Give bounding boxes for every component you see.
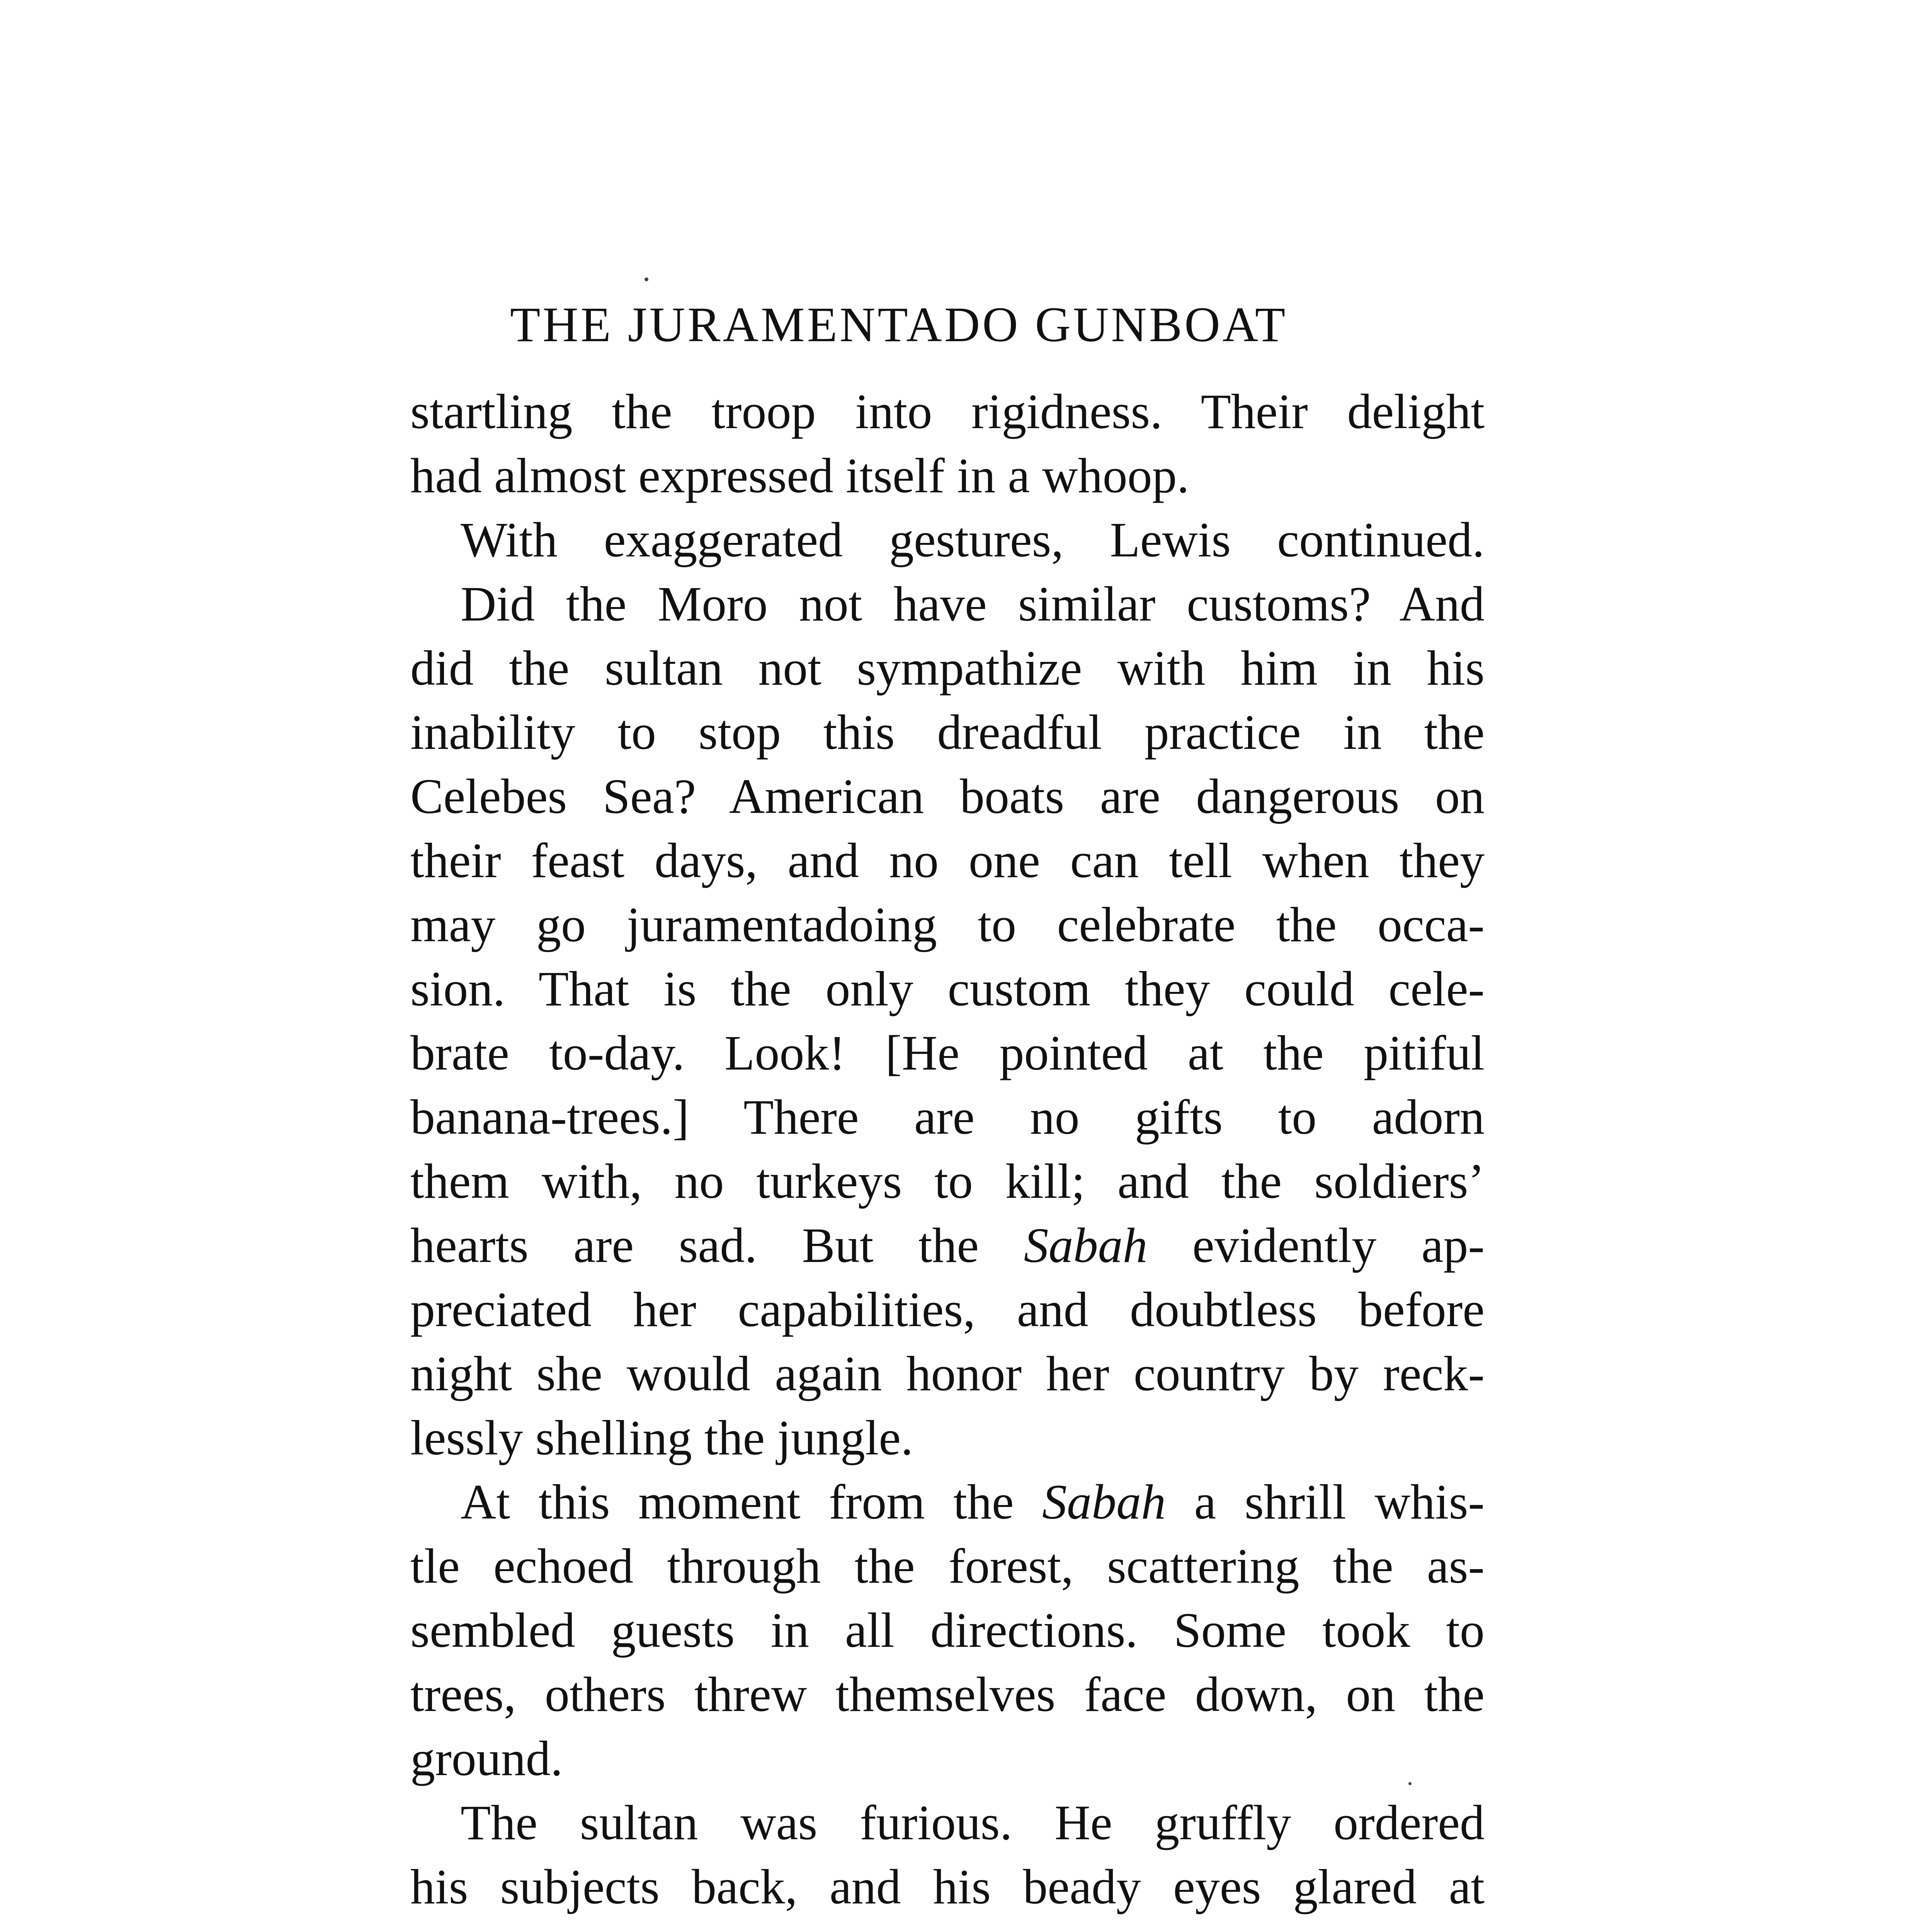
- text-line: had almost expressed itself in a whoop.: [410, 448, 1189, 503]
- text-line: did the sultan not sympathize with him in his: [410, 641, 1485, 696]
- text-line: their feast days, and no one can tell when they: [410, 833, 1485, 888]
- body-text: [410, 379, 1485, 1919]
- text-line: trees, others threw themselves face down, on the: [410, 1667, 1485, 1722]
- text-line: banana-trees.] There are no gifts to adorn: [410, 1090, 1485, 1145]
- text-line: inability to stop this dreadful practice in the: [410, 705, 1485, 760]
- text-line: preciated her capabilities, and doubtless before: [410, 1282, 1485, 1337]
- running-head: THE JURAMENTADO GUNBOAT: [510, 297, 1288, 352]
- text-line: sembled guests in all directions. Some took to: [410, 1603, 1485, 1658]
- text-line: night she would again honor her country by reck-: [410, 1346, 1485, 1401]
- text-line: brate to-day. Look! [He pointed at the pitiful: [410, 1026, 1485, 1080]
- text-line: With exaggerated gestures, Lewis continued.: [461, 512, 1485, 567]
- text-line: Did the Moro not have similar customs? And: [461, 577, 1485, 631]
- print-speck: [645, 277, 648, 281]
- print-speck: [1408, 1782, 1412, 1785]
- ship-name: Sabah: [1042, 1475, 1166, 1529]
- text-line: lessly shelling the jungle.: [410, 1410, 913, 1465]
- text-line: ground.: [410, 1731, 563, 1786]
- text-line: Celebes Sea? American boats are dangerous on: [410, 769, 1485, 824]
- text-line: his subjects back, and his beady eyes glared at: [410, 1859, 1485, 1914]
- text-line: At this moment from the Sabah a shrill whis-: [461, 1475, 1485, 1529]
- text-line: sion. That is the only custom they could cele-: [410, 961, 1485, 1016]
- text-line: tle echoed through the forest, scattering the as-: [410, 1539, 1485, 1594]
- ship-name: Sabah: [1024, 1218, 1148, 1273]
- text-line: them with, no turkeys to kill; and the soldiers’: [410, 1154, 1485, 1209]
- text-line: startling the troop into rigidness. Their delight: [410, 384, 1485, 439]
- text-line: may go juramentadoing to celebrate the occa-: [410, 897, 1485, 952]
- text-line: hearts are sad. But the Sabah evidently ap-: [410, 1218, 1485, 1273]
- text-line: The sultan was furious. He gruffly ordered: [461, 1795, 1485, 1850]
